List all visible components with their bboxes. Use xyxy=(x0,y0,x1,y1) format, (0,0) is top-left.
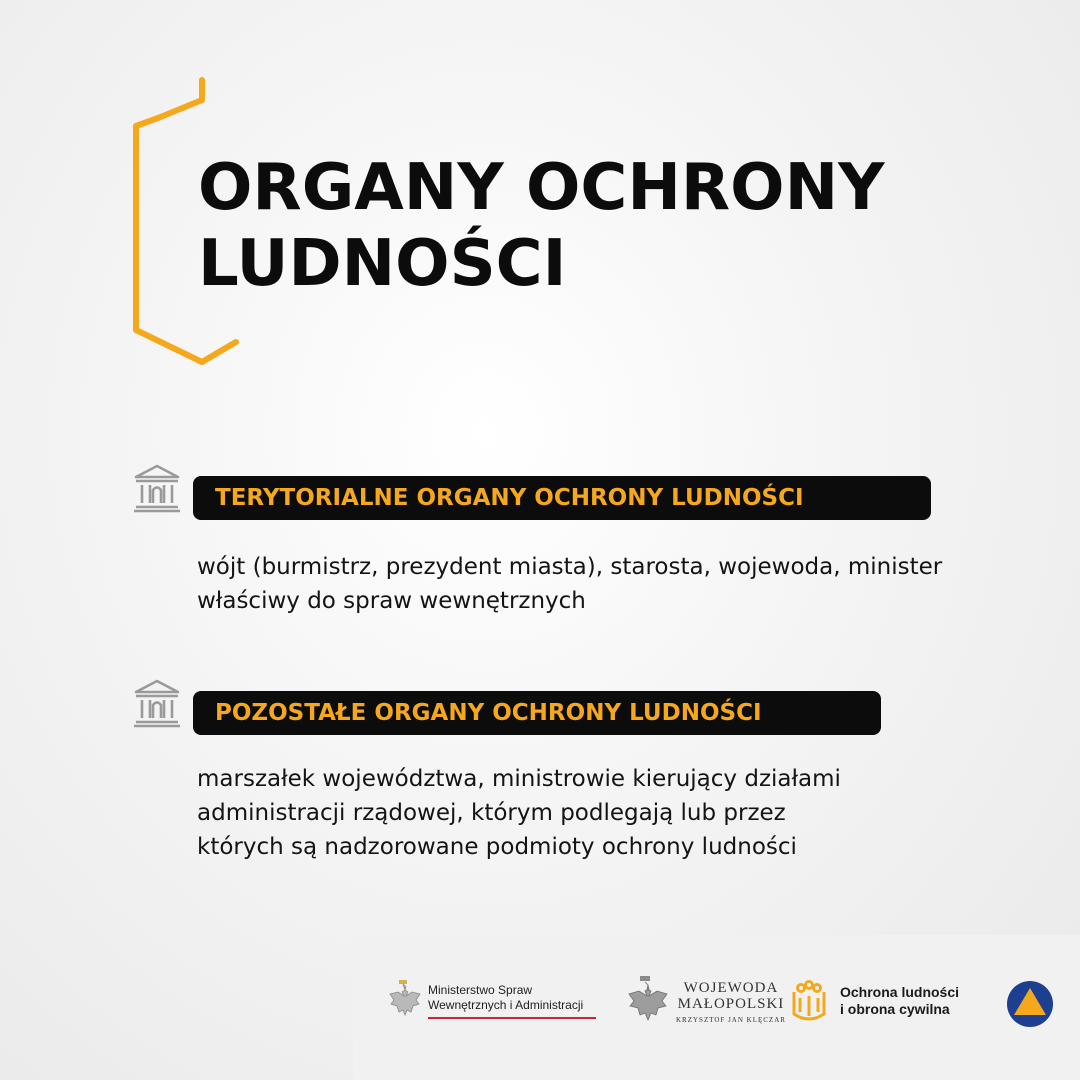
wojewoda-logo-line-1: WOJEWODA xyxy=(683,980,779,996)
civil-protection-shield-icon xyxy=(788,978,830,1024)
wojewoda-logo-line-3: KRZYSZTOF JAN KLĘCZAR xyxy=(676,1016,786,1024)
page-title xyxy=(198,150,884,302)
ochrona-ludnosci-logo xyxy=(788,978,959,1024)
ochrona-logo-line-1: Ochrona ludności xyxy=(840,984,960,1000)
mswia-logo-line-1: Ministerstwo Spraw xyxy=(428,983,533,997)
mswia-red-rule xyxy=(428,1017,596,1019)
section-body-other: marszałek województwa, ministrowie kierujący działami administracji rządowej, którym podlegają lub przez których są nadzorowane podmioty ochrony ludności xyxy=(197,766,841,860)
government-building-icon xyxy=(132,678,182,728)
government-building-icon xyxy=(132,463,182,513)
wojewoda-malopolski-logo xyxy=(622,976,786,1028)
section-heading-other: POZOSTAŁE ORGANY OCHRONY LUDNOŚCI xyxy=(193,691,881,735)
page-title-line-2: LUDNOŚCI xyxy=(198,227,567,301)
polish-eagle-icon xyxy=(622,976,668,1028)
mswia-logo xyxy=(384,980,596,1022)
page-title-line-1: ORGANY OCHRONY xyxy=(198,151,885,225)
polish-eagle-icon xyxy=(384,980,422,1022)
ochrona-logo-line-2: i obrona cywilna xyxy=(840,1001,950,1017)
civil-defence-triangle-icon xyxy=(1006,980,1054,1028)
section-heading-territorial: TERYTORIALNE ORGANY OCHRONY LUDNOŚCI xyxy=(193,476,931,520)
section-body-territorial: wójt (burmistrz, prezydent miasta), starosta, wojewoda, minister właściwy do spraw wewnętrznych xyxy=(197,554,943,614)
mswia-logo-line-2: Wewnętrznych i Administracji xyxy=(428,998,584,1012)
wojewoda-logo-line-2: MAŁOPOLSKI xyxy=(677,996,785,1012)
